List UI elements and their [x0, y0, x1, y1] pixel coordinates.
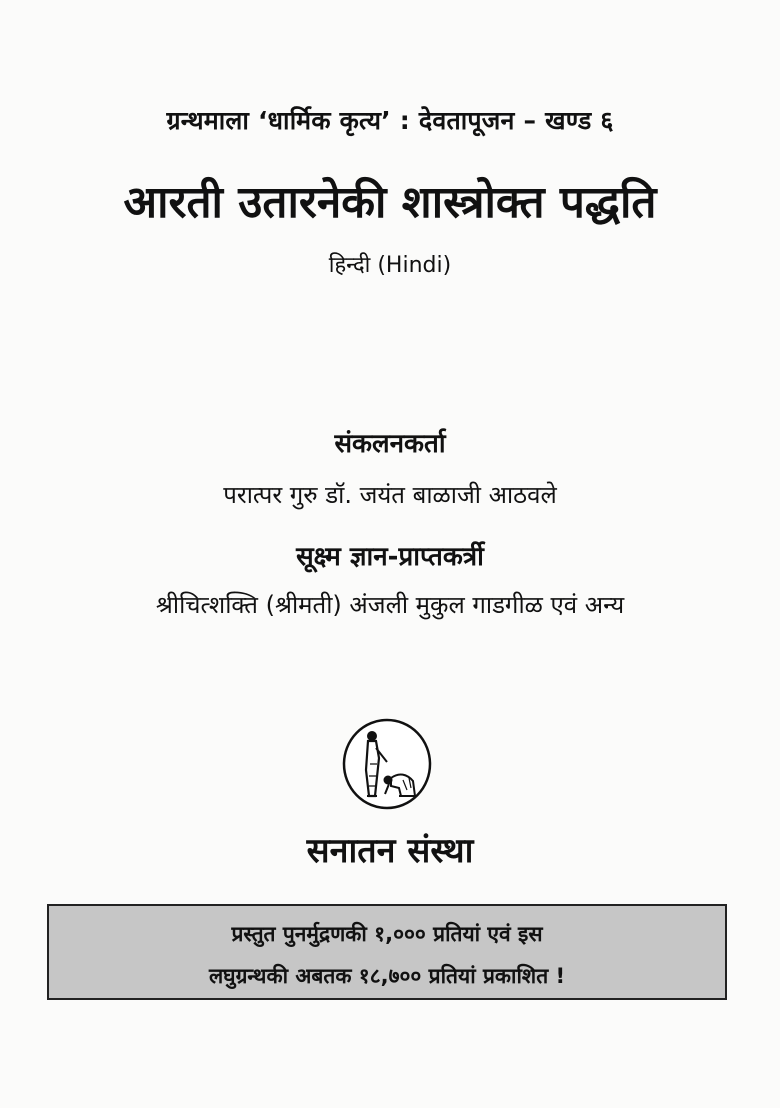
series-line: ग्रन्थमाला ‘धार्मिक कृत्य’ : देवतापूजन – खण्ड ६ [166, 106, 614, 135]
subtle-knowledge-name: श्रीचित्शक्ति (श्रीमती) अंजली मुकुल गाडगीळ एवं अन्य [155, 591, 625, 619]
page-title: आरती उतारनेकी शास्त्रोक्त पद्धति [123, 177, 657, 228]
sanatan-sanstha-logo-icon [341, 718, 433, 810]
compiler-label: संकलनकर्ता [334, 429, 446, 459]
print-notice-line-1: प्रस्तुत पुनर्मुद्रणकी १,००० प्रतियां एवं इस [231, 922, 543, 946]
language-label: हिन्दी (Hindi) [328, 253, 452, 278]
print-notice-line-2: लघुग्रन्थकी अबतक १८,७०० प्रतियां प्रकाशित ! [208, 964, 566, 988]
subtle-knowledge-label: सूक्ष्म ज्ञान-प्राप्तकर्त्री [296, 542, 484, 572]
print-notice-box [47, 904, 727, 1000]
compiler-name: परात्पर गुरु डॉ. जयंत बाळाजी आठवले [223, 481, 557, 509]
publisher-name: सनातन संस्था [306, 831, 474, 871]
